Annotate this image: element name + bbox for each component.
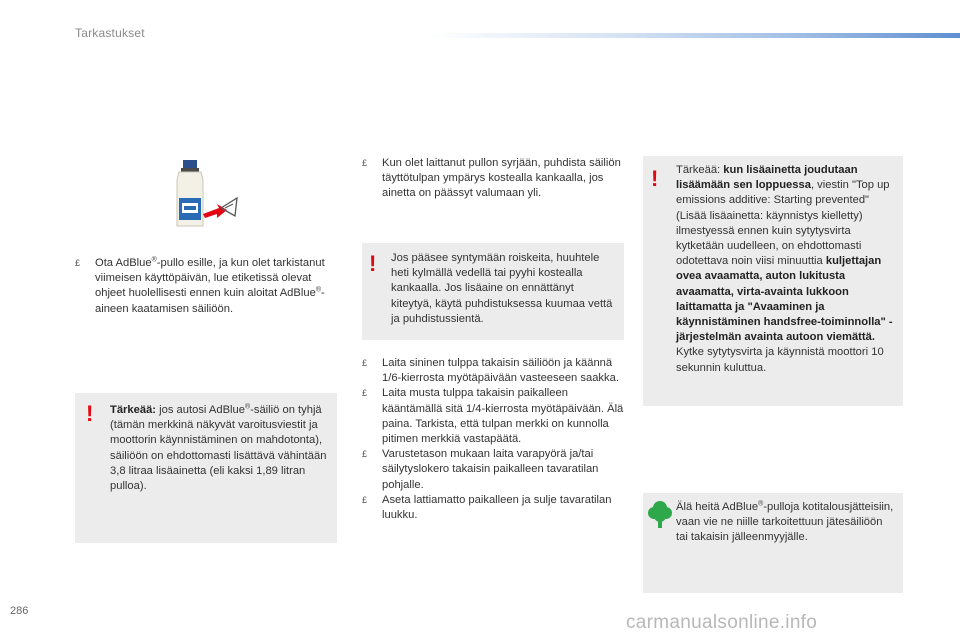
registered-mark: ® — [758, 500, 764, 508]
warning-label: Tärkeää: — [110, 404, 157, 416]
warning-text-a: , viestin "Top up emissions additive: Starting prevented" (Lisää lisäainetta: käynnistys kielletty) ilmestyessä ennen kuin sytytysvirta kytketään uudelleen, on ehdottomasti odotettava noin viisi minuuttia — [676, 179, 890, 268]
warning-text-b: -säiliö on tyhjä (tämän merkkinä näkyvät varoitusviestit ja moottorin käynnistäminen on mahdotonta), säiliöön on ehdottomasti lisättävä vähintään 3,8 litraa lisäainetta (eli kaksi 1,89 litran pulloa). — [110, 404, 327, 493]
warning-bold-b: kuljettajan ovea avaamatta, auton lukitusta avaamatta, virta-avainta lukkoon laittamatta ja "Avaaminen ja käynnistäminen handsfree-toiminnolla" -järjestelmän avainta autoon viemättä. — [676, 255, 893, 344]
tree-icon — [647, 499, 673, 529]
bottle-icon — [177, 160, 203, 226]
bullet-icon: £ — [362, 358, 368, 368]
bullet-icon: £ — [75, 258, 81, 268]
environment-text-a: Älä heitä AdBlue — [676, 501, 759, 513]
header-gradient-bar — [430, 33, 960, 38]
adblue-bottle-illustration — [165, 158, 245, 230]
registered-mark: ® — [244, 403, 251, 411]
warning-bold-a: kun lisäainetta joudutaan lisäämään sen loppuessa — [676, 164, 858, 192]
warning-text — [110, 403, 328, 494]
step-item — [362, 386, 624, 447]
bullet-icon: £ — [362, 158, 368, 168]
registered-mark: ® — [151, 256, 157, 264]
environment-text — [676, 500, 896, 546]
warning-text: Jos pääsee syntymään roiskeita, huuhtele heti kylmällä vedellä tai pyyhi kostealla kankaalla. Jos lisäaine on ennättänyt kiteytyä, käytä puhdistuksessa kuumaa vettä ja puhdistussientä. — [391, 252, 613, 325]
environment-box — [643, 493, 903, 593]
warning-text-a: jos autosi AdBlue — [156, 404, 245, 416]
step-item — [362, 356, 624, 386]
warning-text — [676, 163, 898, 376]
step-text-a: Ota AdBlue — [95, 257, 152, 269]
steps-list — [362, 356, 624, 523]
warning-exclamation-icon: ! — [86, 401, 94, 426]
bullet-icon: £ — [362, 494, 368, 505]
step-text: Laita musta tulppa takaisin paikalleen kääntämällä sitä 1/4-kierrosta myötäpäivään. Älä paina. Tarkista, että tulpan merkki on kunnolla pitimen merkkiä vastapäätä. — [382, 387, 624, 446]
section-title: Tarkastukset — [75, 26, 145, 40]
step-item — [362, 493, 624, 523]
step-item — [362, 447, 624, 493]
warning-box-top-up — [643, 156, 903, 406]
warning-text-b: Kytke sytytysvirta ja käynnistä moottori 10 sekunnin kuluttua. — [676, 346, 884, 374]
pointer-arrow-icon — [203, 198, 237, 218]
registered-mark: ® — [315, 286, 321, 294]
environment-text-b: -pulloja kotitalousjätteisiin, vaan vie ne niille tarkoitettuun jätesäiliöön tai takaisin jälleenmyyjälle. — [676, 501, 894, 544]
bullet-icon: £ — [362, 388, 368, 399]
page-number: 286 — [10, 605, 29, 617]
footer-watermark: carmanualsonline.info — [626, 612, 818, 633]
warning-exclamation-icon: ! — [651, 166, 659, 191]
step-text-b: -pullo esille, ja kun olet tarkistanut viimeisen käyttöpäivän, lue etiketissä olevat ohjeet huolellisesti ennen kuin aloitat AdBlue — [95, 257, 325, 300]
step-text: Varustetason mukaan laita varapyörä ja/tai säilytyslokero takaisin paikalleen tavaratilan pohjalle. — [382, 448, 599, 491]
warning-label: Tärkeää: — [676, 164, 724, 176]
step-take-bottle — [75, 256, 330, 317]
step-text-c: -aineen kaatamisen säiliöön. — [95, 287, 325, 315]
step-text: Aseta lattiamatto paikalleen ja sulje tavaratilan luukku. — [382, 493, 612, 522]
warning-exclamation-icon: ! — [369, 251, 377, 276]
warning-box-splash — [362, 243, 624, 340]
step-text: Kun olet laittanut pullon syrjään, puhdista säiliön täyttötulpan ympärys kostealla kankaalla, jos ainetta on päässyt valumaan yli. — [382, 157, 621, 200]
step-text: Laita sininen tulppa takaisin säiliöön ja käännä 1/6-kierrosta myötäpäivään vasteeseen saakka. — [382, 357, 619, 385]
bullet-icon: £ — [362, 449, 368, 460]
warning-box-empty-tank — [75, 393, 337, 543]
step-clean-filler — [362, 156, 624, 202]
